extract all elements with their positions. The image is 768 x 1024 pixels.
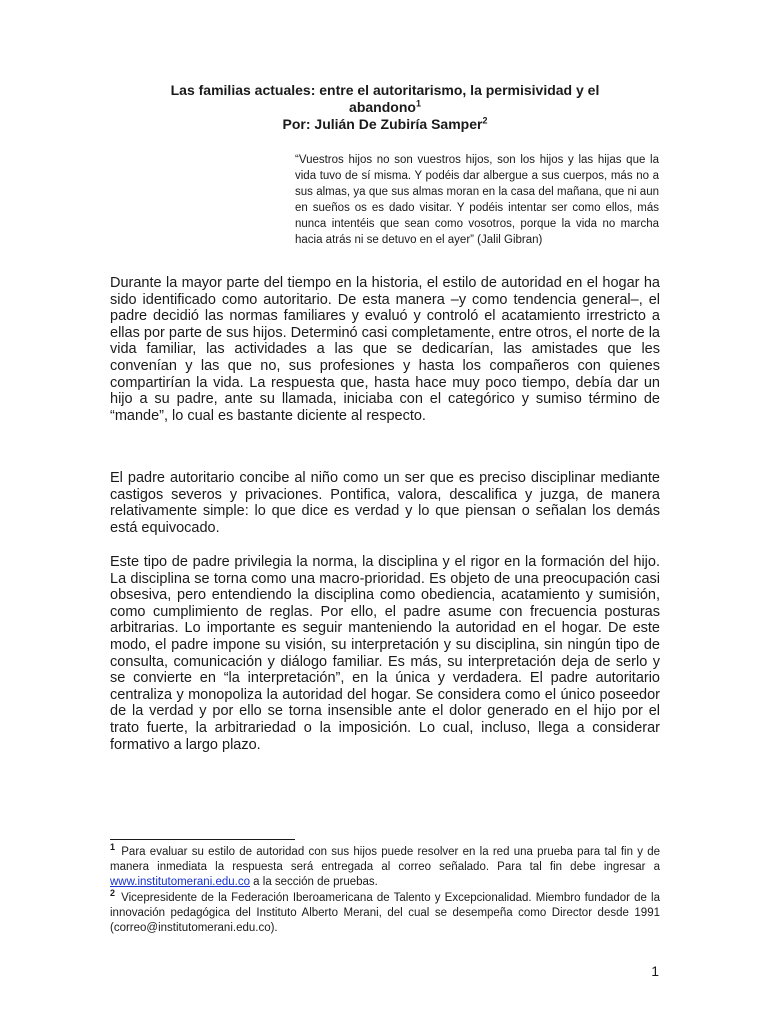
page-number: 1 — [651, 963, 659, 979]
author-byline — [110, 116, 660, 133]
footnote-2-text: Vicepresidente de la Federación Iberoamericana de Talento y Excepcionalidad. Miembro fundador de la innovación pedagógica del Instituto Alberto Merani, del cual se desempeña como Director desde 1991 (correo@institutomerani.edu.co). — [110, 892, 661, 934]
body-paragraph-2: El padre autoritario concibe al niño como un ser que es preciso disciplinar mediante castigos severos y privaciones. Pontifica, valora, descalifica y juzga, de manera relativamente simple: lo que dice es verdad y lo que piensan o señalan los demás está equivocado. — [110, 470, 660, 536]
footnote-ref-2[interactable]: 2 — [482, 115, 488, 126]
footnote-2 — [110, 888, 661, 936]
title-line-1: Las familias actuales: entre el autoritarismo, la permisividad y el — [170, 82, 600, 98]
footnote-2-mark: 2 — [110, 888, 116, 899]
body-paragraph-1: Durante la mayor parte del tiempo en la historia, el estilo de autoridad en el hogar ha sido identificado como autoritario. De esta manera –y como tendencia general–, el padre decidió las normas familiares y evaluó y controló el acatamiento irrestricto a ellas por parte de sus hijos. Determinó casi completamente, entre otros, el norte de la vida familiar, las actividades a las que se dedicarían, las amistades que les convenían y las que no, sus profesiones y hasta los compañeros con quienes compartirían la vida. La respuesta que, hasta hace muy poco tiempo, debía dar un hijo a su padre, ante su llamada, iniciaba con el categórico y sumiso término de “mande”, lo cual es bastante diciente al respecto. — [110, 275, 660, 424]
footnote-ref-1[interactable]: 1 — [415, 98, 421, 109]
epigraph-quote: “Vuestros hijos no son vuestros hijos, son los hijos y las hijas que la vida tuvo de sí misma. Y podéis dar albergue a sus cuerpos, más no a sus almas, ya que sus almas moran en la casa del mañana, que ni aun en sueños os es dado visitar. Y podéis intentar ser como ellos, más nunca intentéis que sean como vosotros, porque la vida no marcha hacia atrás ni se detuvo en el ayer” (Jalil Gibran) — [295, 154, 659, 246]
author-byline-text: Por: Julián De Zubiría Samper — [282, 116, 483, 132]
institute-website-link[interactable]: www.institutomerani.edu.co — [110, 876, 250, 888]
footnote-1-mark: 1 — [110, 842, 116, 853]
body-paragraph-3: Este tipo de padre privilegia la norma, la disciplina y el rigor en la formación del hijo. La disciplina se torna como una macro-prioridad. Es objeto de una preocupación casi obsesiva, pero entendiendo la disciplina como obediencia, acatamiento y sumisión, como cumplimiento de reglas. Por ello, el padre asume con frecuencia posturas arbitrarias. Lo importante es seguir manteniendo la autoridad en el hogar. De este modo, el padre impone su visión, su interpretación y su disciplina, sin ningún tipo de consulta, comunicación y diálogo familiar. Es más, su interpretación deja de serlo y se convierte en “la interpretación”, en la única y verdadera. El padre autoritario centraliza y monopoliza la autoridad del hogar. Se considera como el único poseedor de la verdad y por ello se torna insensible ante el dolor generado en el hijo por el trato fuerte, la arbitrariedad o la imposición. Lo cual, incluso, llega a considerar formativo a largo plazo. — [110, 554, 660, 753]
footnote-1-text-end: a la sección de pruebas. — [249, 876, 378, 888]
footnote-1 — [110, 842, 660, 890]
footnote-separator — [110, 839, 295, 840]
document-title — [110, 82, 660, 133]
title-line-2 — [110, 99, 660, 116]
title-line-2-text: abandono — [349, 99, 416, 115]
footnote-1-text: Para evaluar su estilo de autoridad con sus hijos puede resolver en la red una prueba para tal fin y de manera inmediata la respuesta será entregada al correo señalado. Para tal fin debe ingresar a — [110, 846, 660, 873]
